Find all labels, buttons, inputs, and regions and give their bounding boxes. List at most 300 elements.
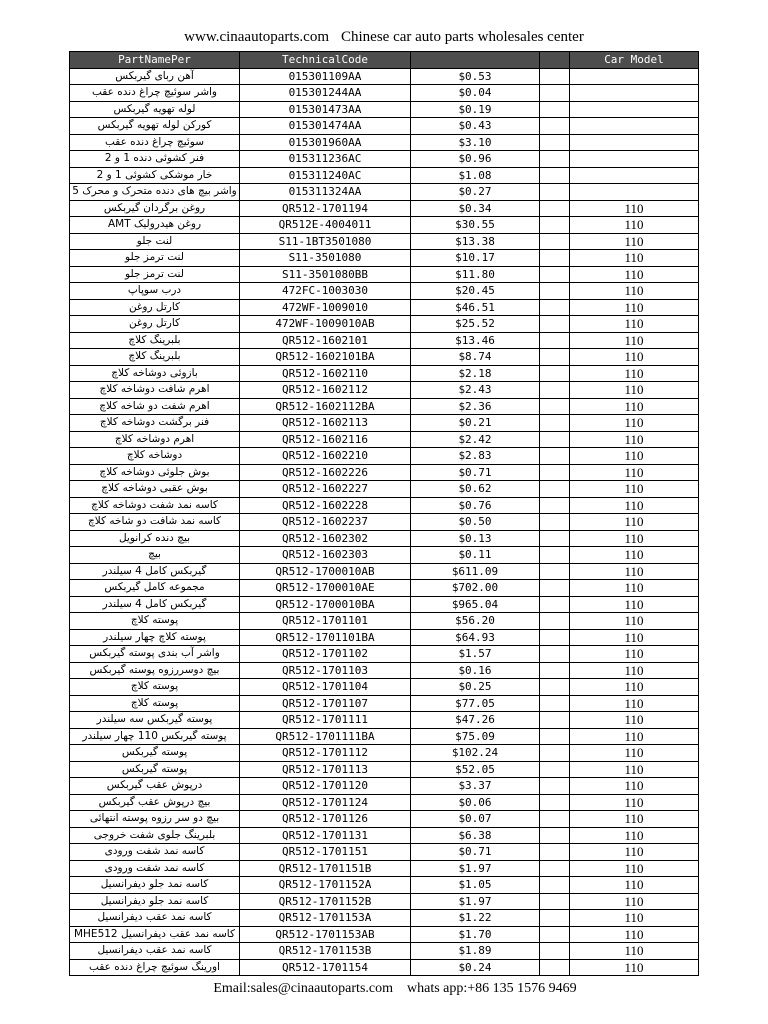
technical-code-cell: QR512-1602227 — [240, 481, 411, 498]
blank-cell — [540, 365, 570, 382]
car-model-cell: 110 — [570, 547, 699, 564]
price-cell: $1.57 — [411, 646, 540, 663]
blank-cell — [540, 398, 570, 415]
part-name-cell: پوسته گیربکس سه سیلندر — [70, 712, 240, 729]
blank-cell — [540, 662, 570, 679]
car-model-cell: 110 — [570, 778, 699, 795]
blank-cell — [540, 794, 570, 811]
part-name-cell: کاسه نمد شفت دوشاخه کلاچ — [70, 497, 240, 514]
table-row — [70, 200, 699, 217]
table-row — [70, 415, 699, 432]
blank-cell — [540, 431, 570, 448]
part-name-cell: بیچ دو سر رزوه پوسته انتهائی — [70, 811, 240, 828]
column-header-car-model: Car Model — [570, 52, 699, 69]
price-cell: $0.19 — [411, 101, 540, 118]
technical-code-cell: S11-3501080BB — [240, 266, 411, 283]
car-model-cell: 110 — [570, 646, 699, 663]
table-row — [70, 778, 699, 795]
car-model-cell: 110 — [570, 877, 699, 894]
technical-code-cell: QR512-1602302 — [240, 530, 411, 547]
car-model-cell: 110 — [570, 860, 699, 877]
part-name-cell: پوسته کلاچ — [70, 695, 240, 712]
table-row — [70, 398, 699, 415]
part-name-cell: بازوئی دوشاخه کلاچ — [70, 365, 240, 382]
blank-cell — [540, 514, 570, 531]
table-row — [70, 184, 699, 201]
price-cell: $6.38 — [411, 827, 540, 844]
technical-code-cell: 015311240AC — [240, 167, 411, 184]
technical-code-cell: QR512-1701111BA — [240, 728, 411, 745]
price-cell: $13.46 — [411, 332, 540, 349]
technical-code-cell: 015301474AA — [240, 118, 411, 135]
blank-cell — [540, 250, 570, 267]
table-row — [70, 844, 699, 861]
car-model-cell: 110 — [570, 679, 699, 696]
car-model-cell: 110 — [570, 613, 699, 630]
part-name-cell: اهرم دوشاخه کلاچ — [70, 431, 240, 448]
price-cell: $611.09 — [411, 563, 540, 580]
price-cell: $0.06 — [411, 794, 540, 811]
car-model-cell: 110 — [570, 382, 699, 399]
technical-code-cell: QR512-1701152A — [240, 877, 411, 894]
price-cell: $0.27 — [411, 184, 540, 201]
blank-cell — [540, 316, 570, 333]
blank-cell — [540, 629, 570, 646]
table-header-row — [70, 52, 699, 69]
blank-cell — [540, 745, 570, 762]
technical-code-cell: QR512-1602116 — [240, 431, 411, 448]
part-name-cell: اورینگ سوئیچ چراغ دنده عقب — [70, 959, 240, 976]
part-name-cell: خار موشکی کشوئی 1 و 2 — [70, 167, 240, 184]
price-cell: $0.07 — [411, 811, 540, 828]
car-model-cell — [570, 85, 699, 102]
table-row — [70, 926, 699, 943]
page-footer — [0, 981, 768, 997]
car-model-cell: 110 — [570, 728, 699, 745]
part-name-cell: MHEکاسه نمد عقب دیفرانسیل 512 — [70, 926, 240, 943]
blank-cell — [540, 679, 570, 696]
price-cell: $13.38 — [411, 233, 540, 250]
table-row — [70, 151, 699, 168]
table-row — [70, 167, 699, 184]
blank-cell — [540, 382, 570, 399]
price-cell: $2.83 — [411, 448, 540, 465]
part-name-cell: گیربکس کامل 4 سیلندر — [70, 563, 240, 580]
car-model-cell: 110 — [570, 497, 699, 514]
car-model-cell — [570, 184, 699, 201]
price-cell: $1.70 — [411, 926, 540, 943]
blank-cell — [540, 134, 570, 151]
car-model-cell: 110 — [570, 365, 699, 382]
technical-code-cell: QR512-1701113 — [240, 761, 411, 778]
car-model-cell: 110 — [570, 580, 699, 597]
part-name-cell: اهرم شافت دوشاخه کلاچ — [70, 382, 240, 399]
technical-code-cell: QR512-1602237 — [240, 514, 411, 531]
part-name-cell: درب سوپاپ — [70, 283, 240, 300]
table-row — [70, 101, 699, 118]
table-row — [70, 299, 699, 316]
technical-code-cell: 015301244AA — [240, 85, 411, 102]
footer-whatsapp: whats app:+86 135 1576 9469 — [407, 981, 577, 996]
car-model-cell: 110 — [570, 712, 699, 729]
technical-code-cell: QR512-1602112BA — [240, 398, 411, 415]
car-model-cell: 110 — [570, 530, 699, 547]
technical-code-cell: QR512-1602101 — [240, 332, 411, 349]
car-model-cell: 110 — [570, 910, 699, 927]
part-name-cell: کاسه نمد جلو دیفرانسیل — [70, 877, 240, 894]
part-name-cell: بوش جلوئی دوشاخه کلاچ — [70, 464, 240, 481]
part-name-cell: مجموعه کامل گیربکس — [70, 580, 240, 597]
blank-cell — [540, 860, 570, 877]
technical-code-cell: QR512-1701194 — [240, 200, 411, 217]
site-url: www.cinaautoparts.com — [184, 29, 329, 45]
price-cell: $10.17 — [411, 250, 540, 267]
technical-code-cell: QR512-1701152B — [240, 893, 411, 910]
technical-code-cell: QR512-1701126 — [240, 811, 411, 828]
car-model-cell: 110 — [570, 794, 699, 811]
blank-cell — [540, 959, 570, 976]
blank-cell — [540, 695, 570, 712]
price-cell: $2.42 — [411, 431, 540, 448]
car-model-cell — [570, 167, 699, 184]
price-cell: $75.09 — [411, 728, 540, 745]
technical-code-cell: QR512-1602228 — [240, 497, 411, 514]
price-cell: $3.37 — [411, 778, 540, 795]
part-name-cell: پوسته کلاچ — [70, 613, 240, 630]
car-model-cell: 110 — [570, 827, 699, 844]
price-cell: $0.25 — [411, 679, 540, 696]
car-model-cell: 110 — [570, 299, 699, 316]
table-row — [70, 811, 699, 828]
table-row — [70, 250, 699, 267]
car-model-cell: 110 — [570, 926, 699, 943]
car-model-cell: 110 — [570, 464, 699, 481]
table-row — [70, 860, 699, 877]
table-row — [70, 497, 699, 514]
price-cell: $1.08 — [411, 167, 540, 184]
blank-cell — [540, 580, 570, 597]
price-cell: $8.74 — [411, 349, 540, 366]
blank-cell — [540, 547, 570, 564]
technical-code-cell: 472WF-1009010AB — [240, 316, 411, 333]
car-model-cell: 110 — [570, 761, 699, 778]
car-model-cell: 110 — [570, 893, 699, 910]
technical-code-cell: QR512-1701102 — [240, 646, 411, 663]
part-name-cell: لنت ترمز جلو — [70, 266, 240, 283]
table-row — [70, 794, 699, 811]
table-row — [70, 233, 699, 250]
table-row — [70, 349, 699, 366]
blank-cell — [540, 68, 570, 85]
blank-cell — [540, 167, 570, 184]
technical-code-cell: S11-1BT3501080 — [240, 233, 411, 250]
parts-table — [69, 51, 699, 976]
technical-code-cell: QR512-1602101BA — [240, 349, 411, 366]
part-name-cell: درپوش عقب گیربکس — [70, 778, 240, 795]
price-cell: $0.13 — [411, 530, 540, 547]
part-name-cell: AMT روغن هیدرولیک — [70, 217, 240, 234]
price-cell: $1.89 — [411, 943, 540, 960]
part-name-cell: لنت ترمز جلو — [70, 250, 240, 267]
blank-cell — [540, 217, 570, 234]
technical-code-cell: QR512-1602112 — [240, 382, 411, 399]
car-model-cell: 110 — [570, 629, 699, 646]
table-row — [70, 745, 699, 762]
blank-cell — [540, 85, 570, 102]
price-cell: $1.97 — [411, 893, 540, 910]
car-model-cell — [570, 151, 699, 168]
car-model-cell: 110 — [570, 745, 699, 762]
car-model-cell: 110 — [570, 695, 699, 712]
price-cell: $0.50 — [411, 514, 540, 531]
blank-cell — [540, 151, 570, 168]
part-name-cell: بیچ درپوش عقب گیربکس — [70, 794, 240, 811]
blank-cell — [540, 761, 570, 778]
technical-code-cell: QR512-1700010AB — [240, 563, 411, 580]
table-row — [70, 596, 699, 613]
table-row — [70, 646, 699, 663]
car-model-cell: 110 — [570, 596, 699, 613]
price-cell: $46.51 — [411, 299, 540, 316]
price-cell: $2.18 — [411, 365, 540, 382]
blank-cell — [540, 448, 570, 465]
technical-code-cell: QR512-1701153AB — [240, 926, 411, 943]
table-row — [70, 679, 699, 696]
table-row — [70, 629, 699, 646]
technical-code-cell: 015301960AA — [240, 134, 411, 151]
price-cell: $1.22 — [411, 910, 540, 927]
table-body — [70, 68, 699, 976]
car-model-cell: 110 — [570, 332, 699, 349]
blank-cell — [540, 827, 570, 844]
price-cell: $0.71 — [411, 464, 540, 481]
technical-code-cell: S11-3501080 — [240, 250, 411, 267]
site-tagline: Chinese car auto parts wholesales center — [341, 29, 584, 45]
blank-cell — [540, 530, 570, 547]
price-cell: $64.93 — [411, 629, 540, 646]
car-model-cell: 110 — [570, 250, 699, 267]
price-cell: $0.34 — [411, 200, 540, 217]
technical-code-cell: QR512-1701101BA — [240, 629, 411, 646]
column-header-technical-code: TechnicalCode — [240, 52, 411, 69]
technical-code-cell: QR512-1602226 — [240, 464, 411, 481]
table-row — [70, 547, 699, 564]
price-cell: $52.05 — [411, 761, 540, 778]
price-cell: $0.21 — [411, 415, 540, 432]
technical-code-cell: QR512-1701151 — [240, 844, 411, 861]
blank-cell — [540, 844, 570, 861]
car-model-cell: 110 — [570, 481, 699, 498]
blank-cell — [540, 481, 570, 498]
part-name-cell: کاسه نمد شفت ورودی — [70, 860, 240, 877]
part-name-cell: فنر برگشت دوشاخه کلاچ — [70, 415, 240, 432]
blank-cell — [540, 778, 570, 795]
blank-cell — [540, 728, 570, 745]
part-name-cell: کورکن لوله تهویه گیربکس — [70, 118, 240, 135]
technical-code-cell: QR512-1701124 — [240, 794, 411, 811]
part-name-cell: کارتل روغن — [70, 299, 240, 316]
car-model-cell: 110 — [570, 398, 699, 415]
table-row — [70, 959, 699, 976]
table-row — [70, 332, 699, 349]
blank-cell — [540, 118, 570, 135]
car-model-cell: 110 — [570, 431, 699, 448]
part-name-cell: پوسته کلاچ چهار سیلندر — [70, 629, 240, 646]
blank-cell — [540, 184, 570, 201]
blank-cell — [540, 910, 570, 927]
car-model-cell: 110 — [570, 811, 699, 828]
column-header-blank — [540, 52, 570, 69]
table-row — [70, 943, 699, 960]
table-row — [70, 728, 699, 745]
price-cell: $0.71 — [411, 844, 540, 861]
technical-code-cell: QR512-1701154 — [240, 959, 411, 976]
technical-code-cell: 015301473AA — [240, 101, 411, 118]
part-name-cell: لوله تهویه گیربکس — [70, 101, 240, 118]
table-row — [70, 712, 699, 729]
car-model-cell: 110 — [570, 316, 699, 333]
price-cell: $20.45 — [411, 283, 540, 300]
car-model-cell — [570, 118, 699, 135]
part-name-cell: واشر بیچ های دنده متحرک و محرک 5 — [70, 184, 240, 201]
part-name-cell: کاسه نمد شفت ورودی — [70, 844, 240, 861]
table-row — [70, 893, 699, 910]
blank-cell — [540, 596, 570, 613]
part-name-cell: بلبرینگ جلوی شفت خروجی — [70, 827, 240, 844]
table-row — [70, 217, 699, 234]
table-row — [70, 613, 699, 630]
price-cell: $1.97 — [411, 860, 540, 877]
technical-code-cell: QR512-1701153B — [240, 943, 411, 960]
table-row — [70, 481, 699, 498]
price-cell: $2.36 — [411, 398, 540, 415]
blank-cell — [540, 299, 570, 316]
part-name-cell: گیربکس کامل 4 سیلندر — [70, 596, 240, 613]
technical-code-cell: QR512-1701104 — [240, 679, 411, 696]
technical-code-cell: 015311324AA — [240, 184, 411, 201]
price-cell: $0.96 — [411, 151, 540, 168]
blank-cell — [540, 563, 570, 580]
technical-code-cell: QR512-1700010BA — [240, 596, 411, 613]
part-name-cell: فنر کشوئی دنده 1 و 2 — [70, 151, 240, 168]
part-name-cell: بوش عقبی دوشاخه کلاچ — [70, 481, 240, 498]
part-name-cell: کاسه نمد عقب دیفرانسیل — [70, 910, 240, 927]
price-cell: $2.43 — [411, 382, 540, 399]
table-row — [70, 827, 699, 844]
part-name-cell: پوسته کلاچ — [70, 679, 240, 696]
blank-cell — [540, 283, 570, 300]
part-name-cell: پوسته گیربکس — [70, 761, 240, 778]
part-name-cell: کاسه نمد جلو دیفرانسیل — [70, 893, 240, 910]
part-name-cell: آهن ربای گیربکس — [70, 68, 240, 85]
table-row — [70, 464, 699, 481]
table-row — [70, 514, 699, 531]
blank-cell — [540, 233, 570, 250]
part-name-cell: لنت جلو — [70, 233, 240, 250]
price-cell: $0.43 — [411, 118, 540, 135]
table-row — [70, 530, 699, 547]
car-model-cell: 110 — [570, 233, 699, 250]
blank-cell — [540, 266, 570, 283]
car-model-cell: 110 — [570, 448, 699, 465]
technical-code-cell: QR512-1701151B — [240, 860, 411, 877]
table-row — [70, 382, 699, 399]
table-row — [70, 877, 699, 894]
technical-code-cell: QR512-1701103 — [240, 662, 411, 679]
blank-cell — [540, 926, 570, 943]
technical-code-cell: QR512-1602113 — [240, 415, 411, 432]
technical-code-cell: 472FC-1003030 — [240, 283, 411, 300]
blank-cell — [540, 613, 570, 630]
technical-code-cell: QR512-1602210 — [240, 448, 411, 465]
car-model-cell — [570, 68, 699, 85]
technical-code-cell: QR512-1701131 — [240, 827, 411, 844]
part-name-cell: کاسه نمد عقب دیفرانسیل — [70, 943, 240, 960]
table-row — [70, 580, 699, 597]
part-name-cell: بیچ — [70, 547, 240, 564]
price-cell: $47.26 — [411, 712, 540, 729]
price-cell: $77.05 — [411, 695, 540, 712]
table-row — [70, 266, 699, 283]
blank-cell — [540, 646, 570, 663]
price-cell: $702.00 — [411, 580, 540, 597]
blank-cell — [540, 200, 570, 217]
price-cell: $965.04 — [411, 596, 540, 613]
blank-cell — [540, 464, 570, 481]
footer-email: Email:sales@cinaautoparts.com — [213, 981, 393, 996]
part-name-cell: واشر سوئیچ چراغ دنده عقب — [70, 85, 240, 102]
price-cell: $1.05 — [411, 877, 540, 894]
price-cell: $0.04 — [411, 85, 540, 102]
part-name-cell: بلبرینگ کلاچ — [70, 349, 240, 366]
blank-cell — [540, 811, 570, 828]
technical-code-cell: 015301109AA — [240, 68, 411, 85]
table-row — [70, 431, 699, 448]
car-model-cell: 110 — [570, 514, 699, 531]
technical-code-cell: QR512-1602303 — [240, 547, 411, 564]
price-cell: $56.20 — [411, 613, 540, 630]
car-model-cell: 110 — [570, 266, 699, 283]
part-name-cell: پوسته گیربکس — [70, 745, 240, 762]
table-row — [70, 68, 699, 85]
price-cell: $25.52 — [411, 316, 540, 333]
table-row — [70, 448, 699, 465]
price-cell: $3.10 — [411, 134, 540, 151]
technical-code-cell: 472WF-1009010 — [240, 299, 411, 316]
car-model-cell: 110 — [570, 662, 699, 679]
part-name-cell: کارتل روغن — [70, 316, 240, 333]
technical-code-cell: QR512-1602110 — [240, 365, 411, 382]
part-name-cell: دوشاخه کلاچ — [70, 448, 240, 465]
table-row — [70, 85, 699, 102]
table-row — [70, 316, 699, 333]
price-cell: $30.55 — [411, 217, 540, 234]
technical-code-cell: QR512-1701111 — [240, 712, 411, 729]
car-model-cell: 110 — [570, 844, 699, 861]
technical-code-cell: QR512-1701112 — [240, 745, 411, 762]
blank-cell — [540, 349, 570, 366]
car-model-cell: 110 — [570, 563, 699, 580]
blank-cell — [540, 101, 570, 118]
blank-cell — [540, 877, 570, 894]
price-cell: $0.24 — [411, 959, 540, 976]
car-model-cell: 110 — [570, 200, 699, 217]
table-row — [70, 695, 699, 712]
part-name-cell: بیچ دوسررزوه پوسته گیربکس — [70, 662, 240, 679]
part-name-cell: بلبرینگ کلاچ — [70, 332, 240, 349]
technical-code-cell: QR512-1701120 — [240, 778, 411, 795]
car-model-cell — [570, 134, 699, 151]
